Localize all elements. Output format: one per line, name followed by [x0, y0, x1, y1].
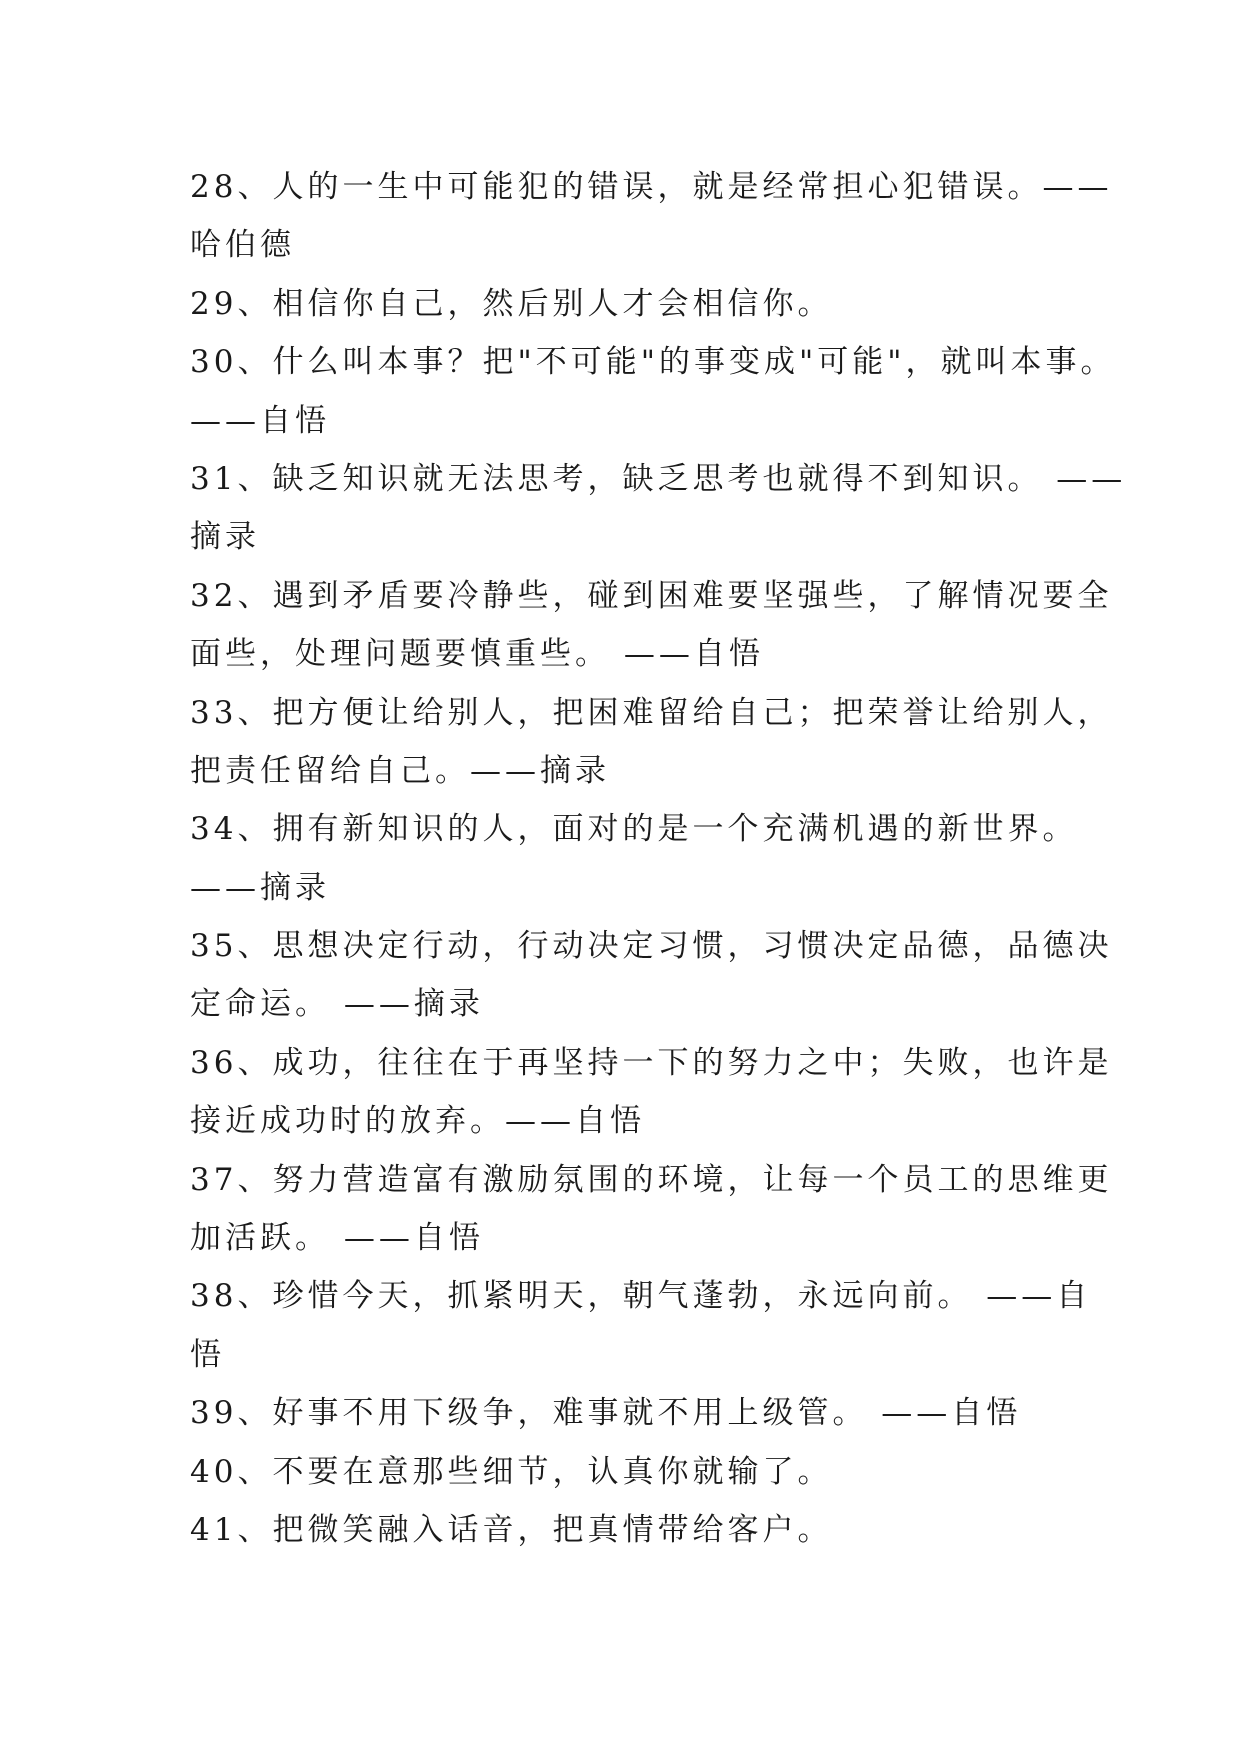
text-line: 定命运。 ——摘录 — [190, 986, 484, 1023]
text-line: 把责任留给自己。——摘录 — [190, 752, 610, 789]
text-line: 悟 — [190, 1336, 225, 1373]
text-line: 40、不要在意那些细节，认真你就输了。 — [190, 1453, 833, 1490]
text-line: 面些，处理问题要慎重些。 ——自悟 — [190, 636, 764, 673]
text-line: 34、拥有新知识的人，面对的是一个充满机遇的新世界。 — [190, 811, 1078, 848]
quote-list — [190, 158, 1127, 1559]
text-line: 36、成功，往往在于再坚持一下的努力之中；失败，也许是 — [190, 1044, 1113, 1081]
text-line: 加活跃。 ——自悟 — [190, 1220, 484, 1257]
text-line: 哈伯德 — [190, 227, 295, 264]
text-line: 35、思想决定行动，行动决定习惯，习惯决定品德，品德决 — [190, 928, 1113, 965]
text-line: ——自悟 — [190, 402, 330, 439]
text-line: 33、把方便让给别人，把困难留给自己；把荣誉让给别人， — [190, 694, 1113, 731]
text-line: 41、把微笑融入话音，把真情带给客户。 — [190, 1511, 833, 1548]
text-line: 38、珍惜今天，抓紧明天，朝气蓬勃，永远向前。 ——自 — [190, 1278, 1092, 1315]
text-line: 32、遇到矛盾要冷静些，碰到困难要坚强些，了解情况要全 — [190, 577, 1113, 614]
text-line: 30、什么叫本事？把"不可能"的事变成"可能"，就叫本事。 — [190, 344, 1116, 381]
text-line: 摘录 — [190, 519, 260, 556]
text-line: 31、缺乏知识就无法思考，缺乏思考也就得不到知识。 —— — [190, 460, 1127, 497]
text-line: 37、努力营造富有激励氛围的环境，让每一个员工的思维更 — [190, 1161, 1113, 1198]
text-line: 39、好事不用下级争，难事就不用上级管。 ——自悟 — [190, 1395, 1022, 1432]
text-line: 接近成功时的放弃。——自悟 — [190, 1103, 645, 1140]
text-line: 29、相信你自己，然后别人才会相信你。 — [190, 285, 833, 322]
text-line: 28、人的一生中可能犯的错误，就是经常担心犯错误。—— — [190, 169, 1113, 205]
text-line: ——摘录 — [190, 869, 330, 906]
